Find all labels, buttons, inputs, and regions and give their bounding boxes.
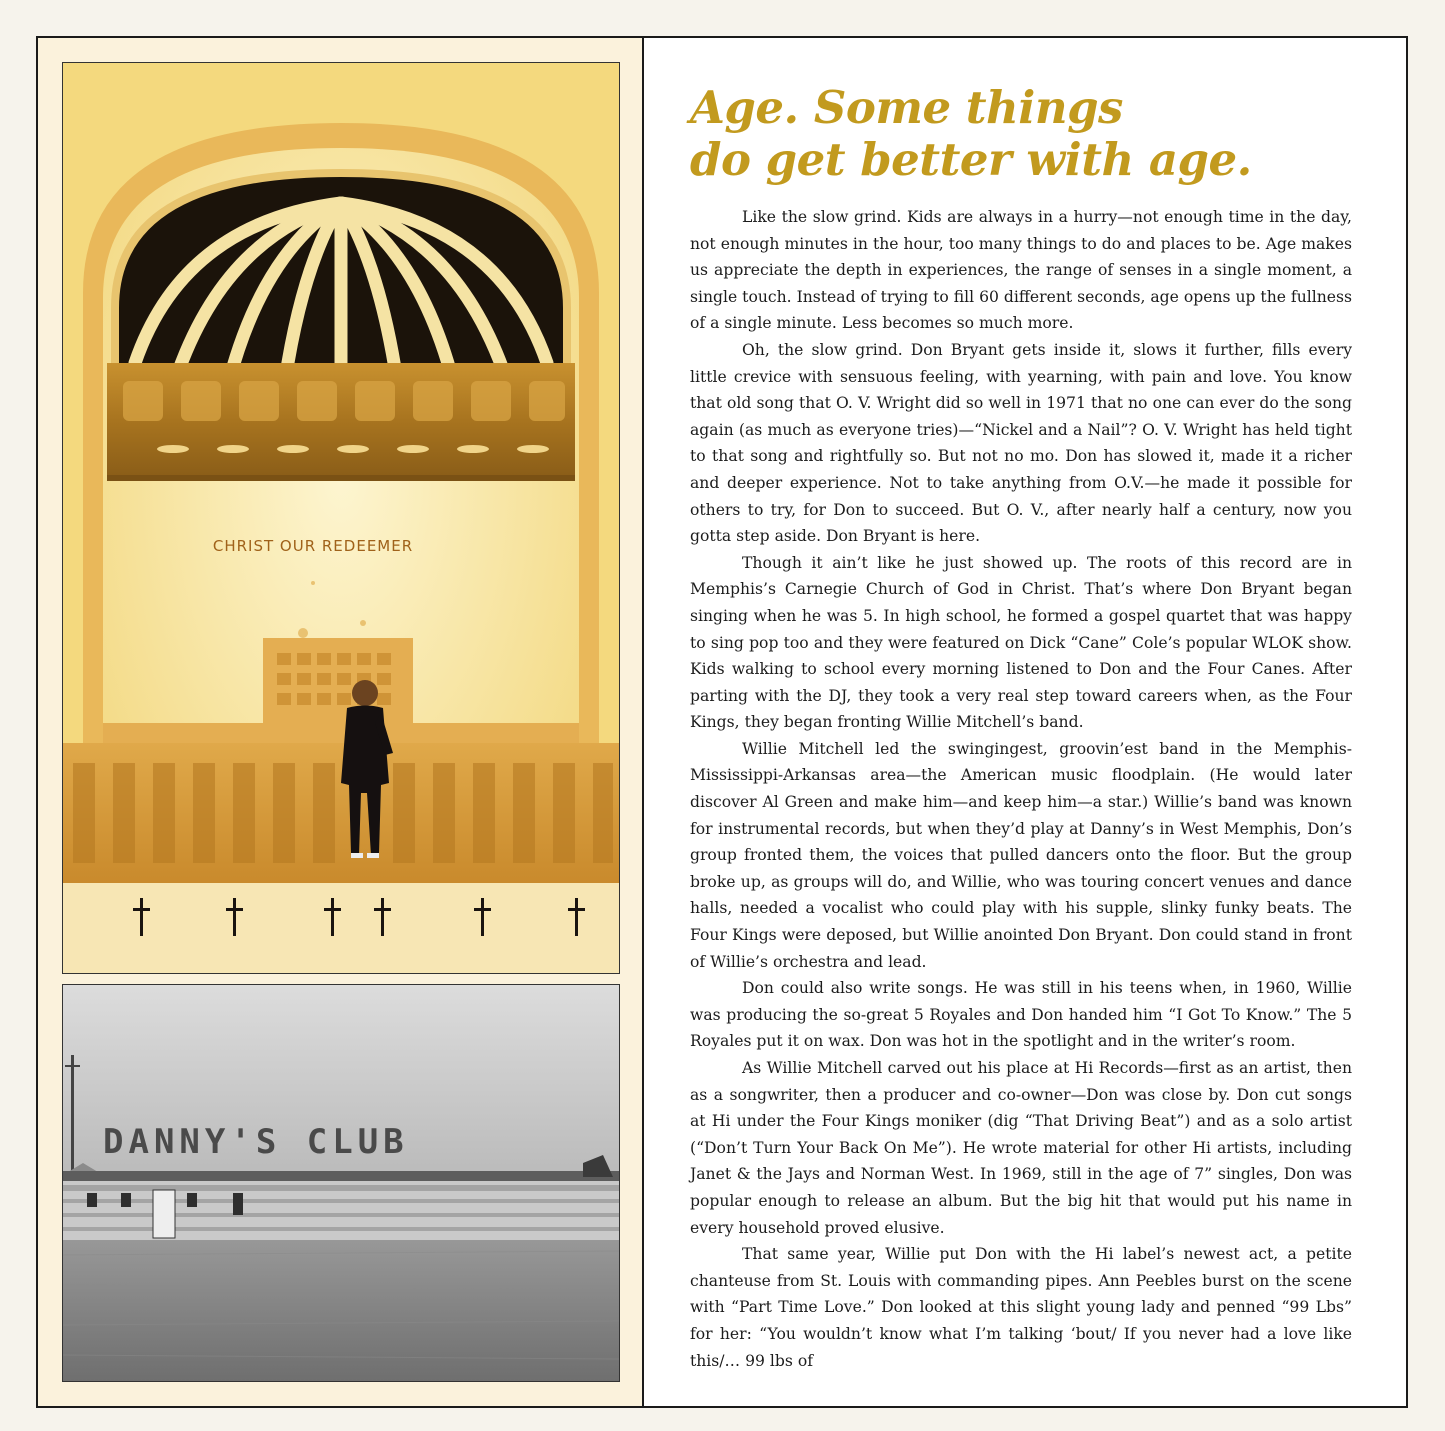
headline-line-2: do get better with age.: [690, 133, 1252, 186]
church-sign-text: CHRIST OUR REDEEMER: [212, 537, 414, 555]
paragraph: Willie Mitchell led the swingingest, groovin’est band in the Memphis-Mississippi-Arkansas area—the American music floodplain. (He would later discover Al Green and make him—and keep him—a star.) Willie’s band was known for instrumental records, but when they’d play at Danny’s in West Memphis, Don’s group fronted them, the voices that pulled dancers onto the floor. But the group broke up, as groups will do, and Willie, who was touring concert venues and dance halls, needed a vocalist who could play with his supple, slinky funky beats. The Four Kings were deposed, but Willie anointed Don Bryant. Don could stand in front of Willie’s orchestra and lead.: [690, 739, 1352, 971]
article: [690, 82, 1352, 1374]
paragraph: Like the slow grind. Kids are always in a hurry—not enough time in the day, not enough minutes in the hour, too many things to do and places to be. Age makes us appreciate the depth in experiences, the range of senses in a single moment, a single touch. Instead of trying to fill 60 different seconds, age opens up the fullness of a single minute. Less becomes so much more.: [690, 208, 1352, 333]
headline: [690, 82, 1290, 186]
headline-line-1: Age. Some things: [690, 81, 1123, 134]
page-frame: [36, 36, 1408, 1408]
paragraph: As Willie Mitchell carved out his place at Hi Records—first as an artist, then as a songwriter, then a producer and co-owner—Don was close by. Don cut songs at Hi under the Four Kings moniker (dig “That Driving Beat”) and as a solo artist (“Don’t Turn Your Back On Me”). He wrote material for other Hi artists, including Janet & the Jays and Norman West. In 1969, still in the age of 7” singles, Don was popular enough to release an album. But the big hit that would put his name in every household proved elusive.: [690, 1059, 1352, 1237]
club-sign-text: DANNY'S CLUB: [103, 1122, 409, 1162]
article-body: [690, 204, 1352, 1374]
paragraph: Though it ain’t like he just showed up. The roots of this record are in Memphis’s Carnegie Church of God in Christ. That’s where Don Bryant began singing when he was 5. In high school, he formed a gospel quartet that was happy to sing pop too and they were featured on Dick “Cane” Cole’s popular WLOK show. Kids walking to school every morning listened to Don and the Four Canes. After parting with the DJ, they took a very real step toward careers when, as the Four Kings, they began fronting Willie Mitchell’s band.: [690, 553, 1352, 732]
paragraph: That same year, Willie put Don with the Hi label’s newest act, a petite chanteuse from St. Louis with commanding pipes. Ann Peebles burst on the scene with “Part Time Love.” Don looked at this slight young lady and penned “99 Lbs” for her: “You wouldn’t know what I’m talking ‘bout/ If you never had a love like this/… 99 lbs of: [690, 1245, 1352, 1370]
photo-panel: [38, 38, 644, 1406]
paragraph: Oh, the slow grind. Don Bryant gets inside it, slows it further, fills every little crevice with sensuous feeling, with yearning, with pain and love. You know that old song that O. V. Wright did so well in 1971 that no one can ever do the song again (as much as everyone tries)—“Nickel and a Nail”? O. V. Wright has held tight to that song and rightfully so. But not no mo. Don has slowed it, made it a richer and deeper experience. Not to take anything from O.V.—he made it possible for others to try, for Don to succeed. But O. V., after nearly half a century, now you gotta step aside. Don Bryant is here.: [690, 340, 1352, 546]
paragraph: Don could also write songs. He was still in his teens when, in 1960, Willie was producing the so-great 5 Royales and Don handed him “I Got To Know.” The 5 Royales put it on wax. Don was hot in the spotlight and in the writer’s room.: [690, 979, 1352, 1051]
dannys-club-photo: [62, 984, 620, 1382]
church-stage-photo: [62, 62, 620, 974]
